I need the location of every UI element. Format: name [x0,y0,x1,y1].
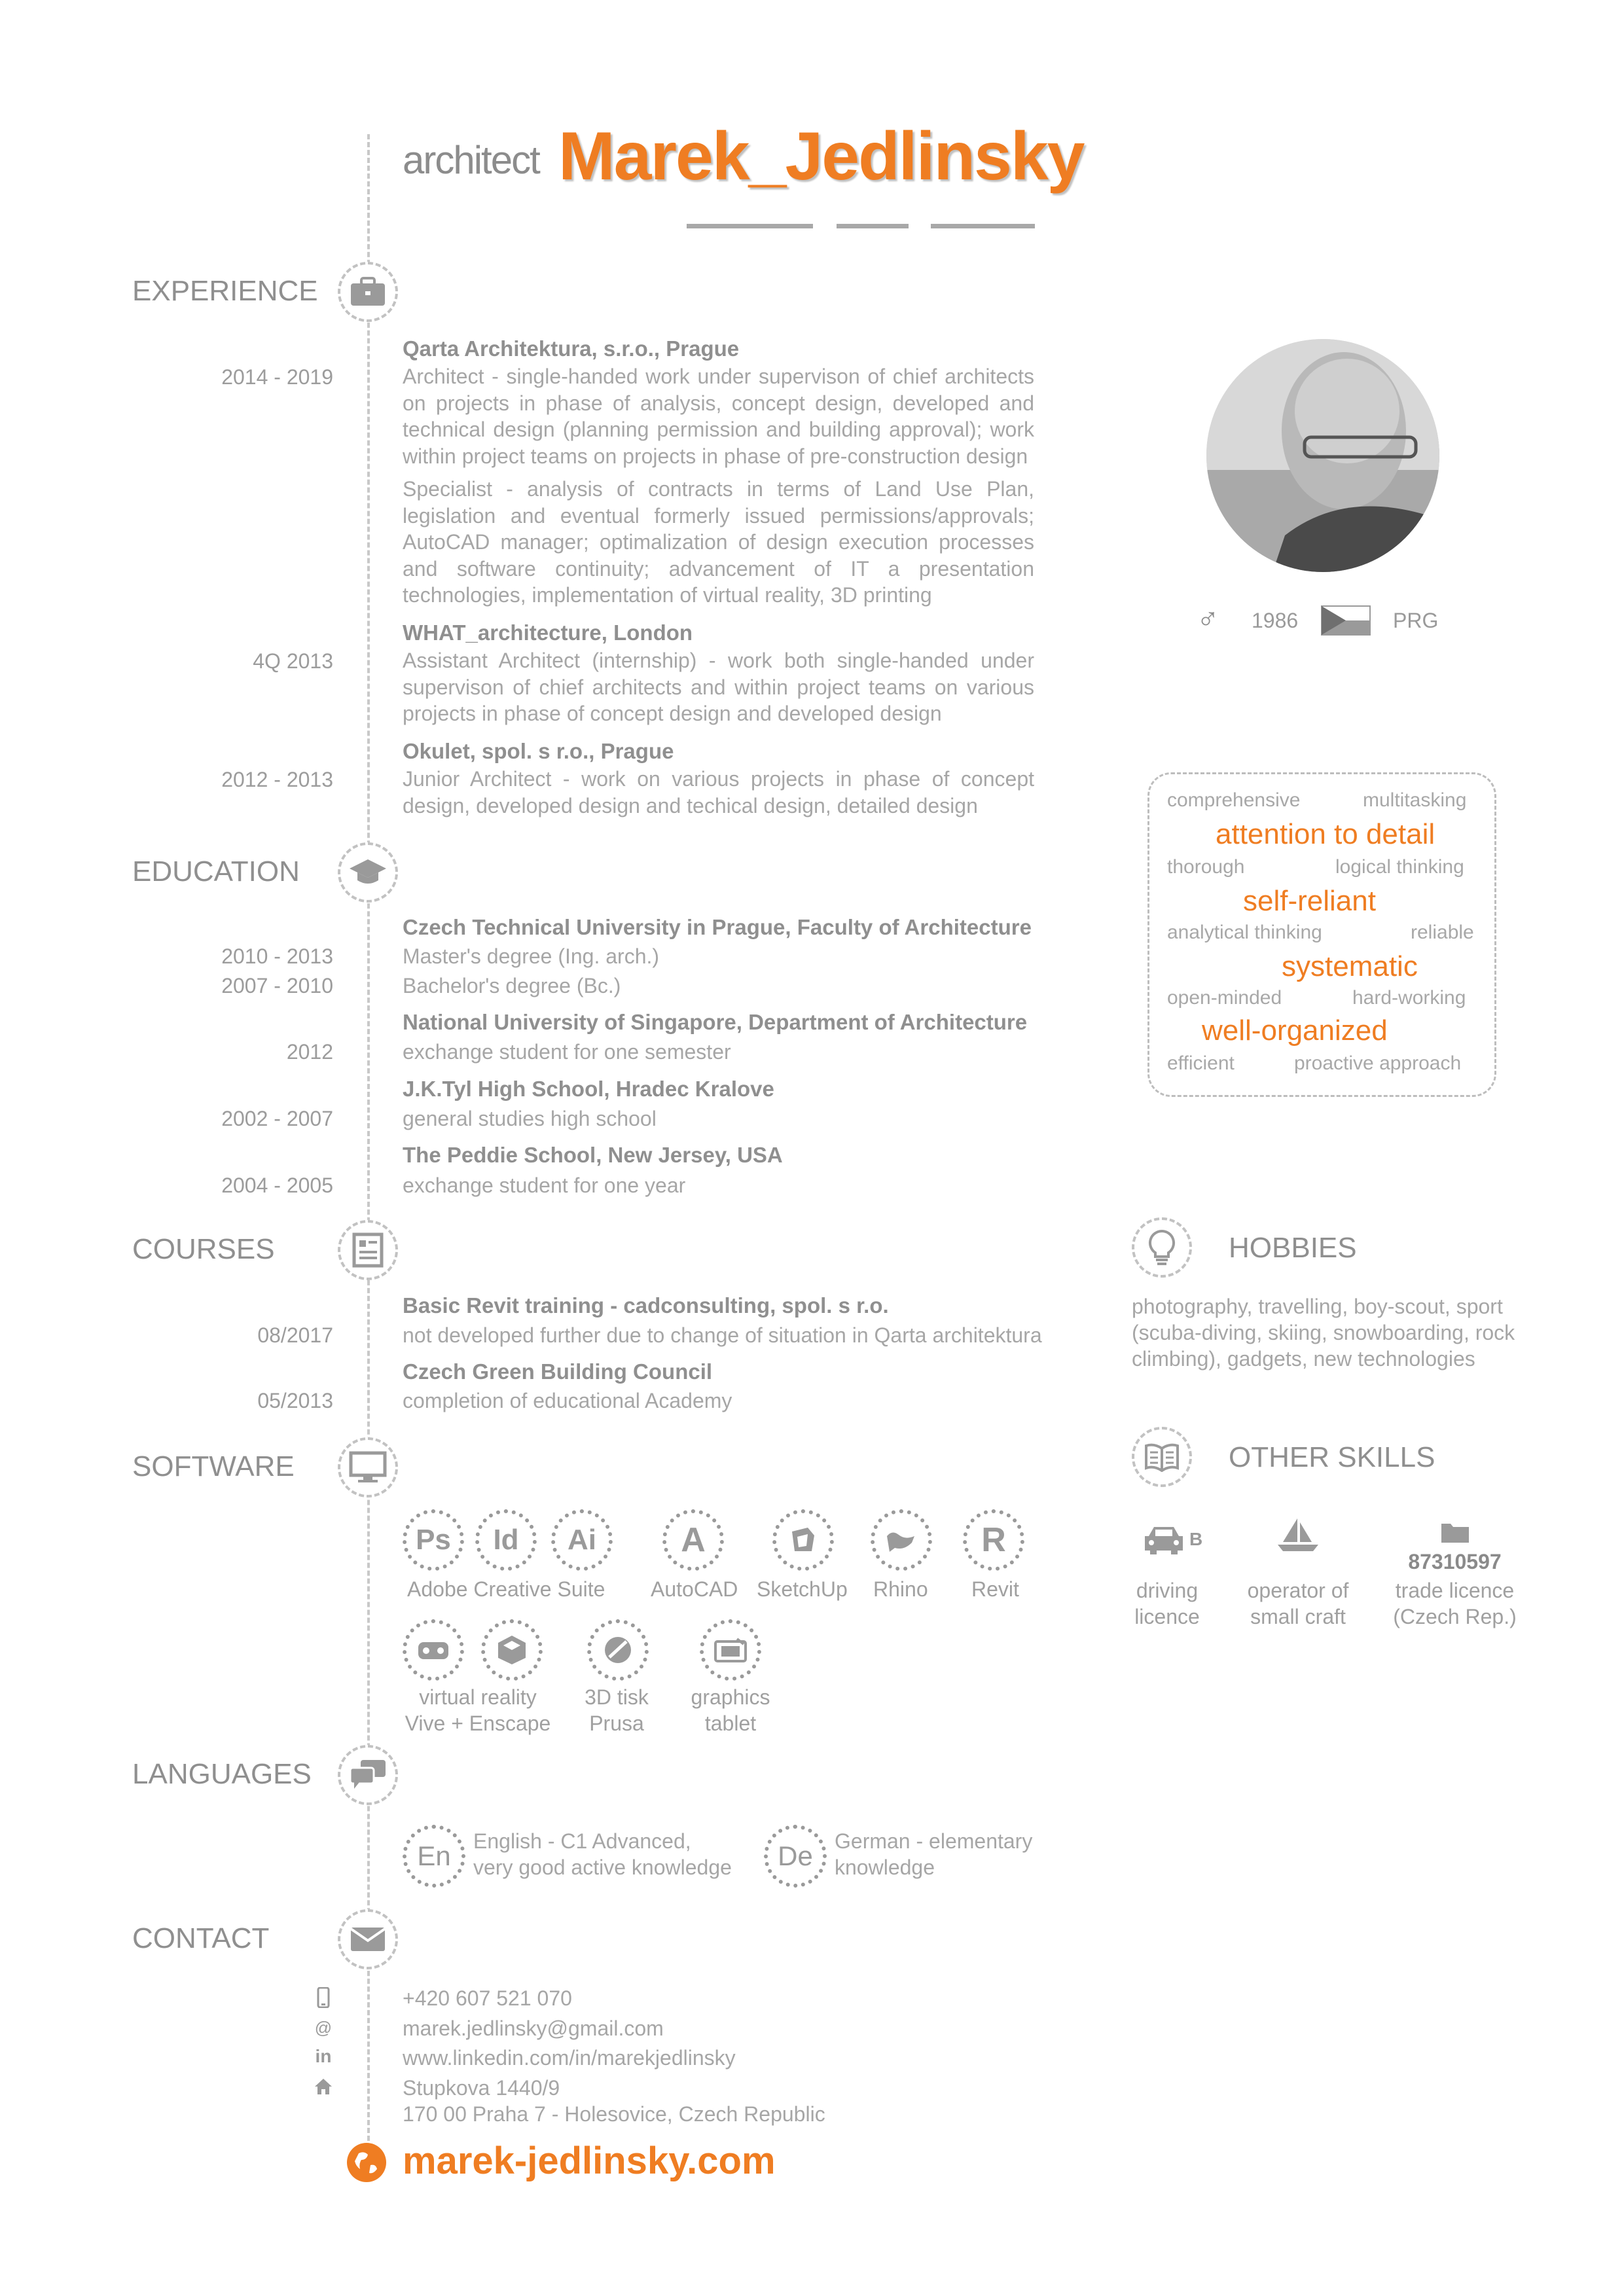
education-org: Czech Technical University in Prague, Faculty of Architecture [403,915,1032,939]
photoshop-icon: Ps [403,1509,464,1571]
education-date: 2010 - 2013 [221,944,333,968]
profile-photo [1206,339,1439,572]
course-date: 08/2017 [257,1323,333,1347]
education-org: J.K.Tyl High School, Hradec Kralove [403,1077,774,1101]
trait-highlight: well-organized [1202,1014,1388,1047]
section-heading-courses: COURSES [132,1233,275,1265]
contact-linkedin[interactable]: www.linkedin.com/in/marekjedlinsky [403,2046,736,2070]
trait-highlight: self-reliant [1243,885,1376,917]
software-label-line: Prusa [589,1712,644,1735]
sketchup-icon [772,1509,834,1571]
course-date: 05/2013 [257,1389,333,1412]
education-line: general studies high school [403,1107,657,1130]
experience-desc: Specialist - analysis of contracts in terms of Land Use Plan, legislation and eventual formerly issued permissions/approvals; AutoCAD manager; optimalization of design execution processes and software continuity; advancement of IT a presentation technologies, implementation of virtual reality, 3D printing [403,477,1034,607]
education-date: 2002 - 2007 [221,1107,333,1130]
software-label-line: tablet [704,1712,757,1735]
document-icon [338,1220,398,1280]
trait: logical thinking [1335,856,1464,878]
trait: proactive approach [1294,1052,1462,1074]
linkedin-icon: in [315,2046,332,2066]
indesign-icon: Id [475,1509,537,1571]
skill-line: operator of [1247,1579,1349,1602]
language-english [473,1828,732,1880]
illustrator-icon: Ai [551,1509,613,1571]
language-line: German - elementary [835,1829,1033,1853]
rhino-icon [871,1509,932,1571]
sailboat-icon [1275,1517,1321,1554]
autocad-icon: A [662,1509,724,1571]
website-link[interactable]: marek-jedlinsky.com [403,2140,776,2182]
software-label-line: graphics [691,1685,770,1709]
software-label: Adobe Creative Suite [407,1577,605,1601]
job-title: architect [403,138,539,182]
monitor-icon [338,1437,398,1498]
language-line: English - C1 Advanced, [473,1829,691,1853]
trait: analytical thinking [1167,922,1322,943]
education-line: Master's degree (Ing. arch.) [403,944,660,968]
trait: reliable [1411,922,1474,943]
car-icon [1141,1523,1187,1556]
software-label-line: virtual reality [419,1685,537,1709]
contact-address-line2: 170 00 Praha 7 - Holesovice, Czech Republic [403,2102,825,2126]
software-label [681,1684,780,1736]
graphics-tablet-icon [700,1619,761,1681]
course-org: Basic Revit training - cadconsulting, spol. s r.o. [403,1293,889,1318]
trade-licence-number: 87310597 [1408,1550,1502,1573]
hobbies-heading: HOBBIES [1229,1232,1357,1264]
czech-flag-icon [1321,605,1371,636]
male-icon: ♂ [1197,601,1219,636]
header-bar [837,224,909,228]
hobbies-text: photography, travelling, boy-scout, sport (scuba-diving, skiing, snowboarding, rock climbing), gadgets, new technologies [1132,1295,1515,1371]
speech-bubbles-icon [338,1745,398,1805]
section-heading-experience: EXPERIENCE [132,275,318,307]
software-label: Rhino [873,1577,928,1601]
experience-date: 2012 - 2013 [221,768,333,791]
phone-icon [312,1986,335,2009]
contact-email[interactable]: marek.jedlinsky@gmail.com [403,2017,664,2040]
language-german [835,1828,1032,1880]
experience-desc: Architect - single-handed work under supervison of chief architects on projects in phase of analysis, concept design, developed and technical design (planning permission and building approval); work within project teams on projects in phase of pre-construction design [403,365,1034,468]
candidate-name: Marek_Jedlinsky [558,118,1084,194]
language-english-icon: En [403,1825,465,1888]
section-heading-software: SOFTWARE [132,1450,295,1482]
course-desc: completion of educational Academy [403,1389,732,1412]
trait: open-minded [1167,987,1282,1009]
education-line: exchange student for one semester [403,1040,731,1064]
trait: multitasking [1363,789,1467,811]
experience-org: Qarta Architektura, s.r.o., Prague [403,336,740,361]
graduation-cap-icon [338,842,398,903]
software-label: Revit [971,1577,1019,1601]
section-heading-languages: LANGUAGES [132,1758,312,1790]
skill-line: trade licence [1395,1579,1515,1602]
education-line: Bachelor's degree (Bc.) [403,974,621,997]
driving-licence-category: B [1189,1529,1203,1549]
vr-headset-icon [403,1619,464,1681]
education-line: exchange student for one year [403,1174,686,1197]
software-label-line: 3D tisk [585,1685,649,1709]
globe-icon [347,2143,386,2182]
education-date: 2004 - 2005 [221,1174,333,1197]
timeline-line [367,134,370,2157]
other-skills-heading: OTHER SKILLS [1229,1441,1435,1473]
software-label: AutoCAD [651,1577,738,1601]
education-org: The Peddie School, New Jersey, USA [403,1143,783,1167]
trait: comprehensive [1167,789,1301,811]
course-org: Czech Green Building Council [403,1359,713,1384]
experience-date: 2014 - 2019 [221,365,333,389]
experience-org: Okulet, spol. s r.o., Prague [403,739,674,763]
trait: efficient [1167,1052,1235,1074]
revit-icon: R [963,1509,1024,1571]
section-heading-contact: CONTACT [132,1922,270,1954]
envelope-icon [338,1909,398,1969]
skill-line: licence [1134,1605,1200,1628]
trait-highlight: systematic [1282,950,1418,982]
contact-phone[interactable]: +420 607 521 070 [403,1986,572,2010]
language-line: knowledge [835,1856,935,1879]
experience-date: 4Q 2013 [253,649,333,673]
skill-line: (Czech Rep.) [1393,1605,1517,1628]
trait: hard-working [1352,987,1466,1009]
cube-icon [481,1619,543,1681]
header-bar [687,224,813,228]
skill-line: small craft [1250,1605,1346,1628]
software-label-line: Vive + Enscape [405,1712,551,1735]
software-label [568,1684,666,1736]
open-book-icon [1132,1427,1192,1487]
experience-desc: Assistant Architect (internship) - work both single-handed under supervison of chief architects and within project teams on various projects in phase of concept design and developed design [403,649,1034,725]
lightbulb-icon [1132,1217,1192,1278]
trait-highlight: attention to detail [1216,818,1435,850]
language-line: very good active knowledge [473,1856,732,1879]
briefcase-icon [338,262,398,322]
contact-address-line1: Stupkova 1440/9 [403,2076,560,2100]
course-desc: not developed further due to change of situation in Qarta architektura [403,1323,1042,1347]
language-german-icon: De [764,1825,827,1888]
home-icon [312,2075,335,2098]
education-date: 2007 - 2010 [221,974,333,997]
skill-line: driving [1136,1579,1199,1602]
skill-driving [1131,1577,1203,1630]
experience-desc: Junior Architect - work on various projects in phase of concept design, developed design and techical design, detailed design [403,767,1034,817]
birth-year: 1986 [1252,609,1299,632]
experience-org: WHAT_architecture, London [403,620,693,645]
skill-craft [1239,1577,1357,1630]
trait: thorough [1167,856,1245,878]
education-date: 2012 [286,1040,333,1064]
folder-icon [1440,1520,1470,1545]
header-bar [931,224,1035,228]
section-heading-education: EDUCATION [132,855,300,888]
email-icon: @ [314,2017,333,2037]
city: PRG [1393,609,1439,632]
software-label: SketchUp [757,1577,848,1601]
software-label [396,1684,560,1736]
education-org: National University of Singapore, Department of Architecture [403,1010,1028,1034]
3d-printer-icon [587,1619,649,1681]
skill-trade-licence [1384,1577,1525,1630]
